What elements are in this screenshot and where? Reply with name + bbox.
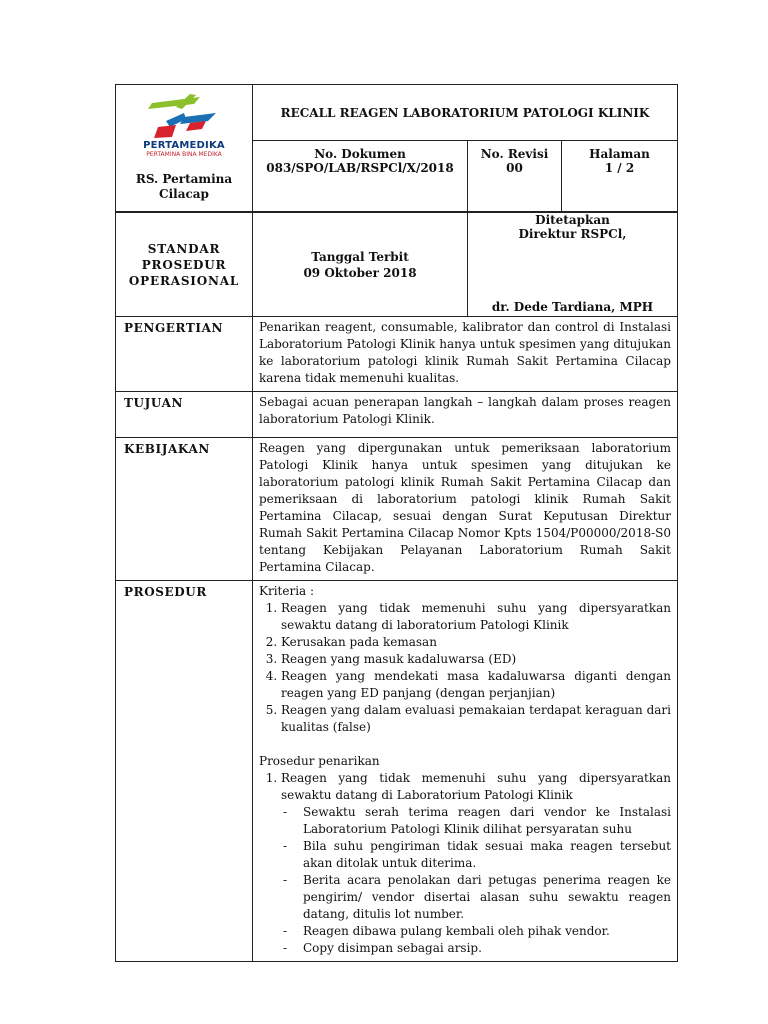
hospital-name: RS. Pertamina Cilacap: [135, 171, 233, 201]
kriteria-item: 4. Reagen yang mendekati masa kadaluwarsa diganti dengan reagen yang ED panjang (dengan perjanjian): [281, 668, 671, 702]
pengertian-label: PENGERTIAN: [116, 317, 253, 392]
kriteria-item: 2. Kerusakan pada kemasan: [281, 634, 671, 651]
kriteria-item: 3. Reagen yang masuk kadaluwarsa (ED): [281, 651, 671, 668]
no-revisi-label: No. Revisi: [480, 147, 549, 161]
kriteria-item: 1. Reagen yang tidak memenuhi suhu yang dipersyaratkan sewaktu datang di laboratorium Patologi Klinik: [281, 600, 671, 634]
spacer: [259, 736, 671, 753]
kebijakan-text: Reagen yang dipergunakan untuk pemeriksaan laboratorium Patologi Klinik hanya untuk spesimen yang ditujukan ke laboratorium patologi klinik Rumah Sakit Pertamina Cilacap dan pemeriksaan di laboratorium patologi klinik Rumah Sakit Pertamina Cilacap, sesuai dengan Surat Keputusan Direktur Rumah Sakit Pertamina Cilacap Nomor Kpts 1504/P00000/2018-S0 tentang Kebijakan Pelayanan Laboratorium Rumah Sakit Pertamina Cilacap.: [253, 438, 678, 581]
penarikan-sub-item: - Sewaktu serah terima reagen dari vendor ke Instalasi Laboratorium Patologi Klinik dilihat persyaratan suhu: [281, 804, 671, 838]
sop-line-3: OPERASIONAL: [128, 273, 240, 288]
tanggal-terbit-label: Tanggal Terbit: [311, 249, 409, 264]
document-title: RECALL REAGEN LABORATORIUM PATOLOGI KLINIK: [253, 85, 678, 141]
sop-line-1: STANDAR: [147, 241, 221, 256]
kriteria-list: [259, 600, 671, 736]
logo-cell: [116, 85, 253, 212]
no-dokumen-label: No. Dokumen: [314, 147, 406, 161]
content-table: [115, 212, 678, 962]
kriteria-item: 5. Reagen yang dalam evaluasi pemakaian terdapat keraguan dari kualitas (false): [281, 702, 671, 736]
prosedur-label: PROSEDUR: [116, 581, 253, 962]
penarikan-item-text: Reagen yang tidak memenuhi suhu yang dipersyaratkan sewaktu datang di Laboratorium Patologi Klinik: [281, 771, 671, 802]
header-table: [115, 84, 678, 212]
no-revisi-cell: [468, 141, 562, 212]
penarikan-sub-list: [259, 804, 671, 957]
kriteria-title: Kriteria :: [259, 584, 315, 598]
halaman-label: Halaman: [589, 147, 650, 161]
penarikan-sub-item: - Berita acara penolakan dari petugas penerima reagen ke pengirim/ vendor disertai alasan suhu sewaktu reagen datang, ditulis lot number.: [281, 872, 671, 923]
tujuan-label: TUJUAN: [116, 392, 253, 438]
pengertian-text: Penarikan reagent, consumable, kalibrator dan control di Instalasi Laboratorium Patologi Klinik hanya untuk spesimen yang ditujukan ke laboratorium patologi klinik Rumah Sakit Pertamina Cilacap karena tidak memenuhi kualitas.: [253, 317, 678, 392]
logo-tagline: PERTAMINA BINA MEDIKA: [146, 150, 222, 158]
ditetapkan-cell: [468, 213, 678, 317]
halaman-value: 1 / 2: [604, 161, 635, 175]
penarikan-sub-item: - Reagen dibawa pulang kembali oleh pihak vendor.: [281, 923, 671, 940]
halaman-cell: [562, 141, 678, 212]
signatory-name: dr. Dede Tardiana, MPH: [491, 300, 654, 314]
penarikan-title: Prosedur penarikan: [259, 754, 380, 768]
kebijakan-label: KEBIJAKAN: [116, 438, 253, 581]
penarikan-item: [281, 770, 671, 957]
tanggal-terbit-value: 09 Oktober 2018: [303, 265, 417, 280]
sop-line-2: PROSEDUR: [141, 257, 227, 272]
tujuan-text: Sebagai acuan penerapan langkah – langkah dalam proses reagen laboratorium Patologi Klinik.: [253, 392, 678, 438]
no-revisi-value: 00: [506, 161, 523, 175]
direktur-title: Direktur RSPCl,: [518, 227, 627, 241]
penarikan-list: [259, 770, 671, 957]
ditetapkan-label: Ditetapkan: [535, 213, 610, 227]
no-dokumen-value: 083/SPO/LAB/RSPCl/X/2018: [266, 161, 454, 175]
sop-label-cell: [116, 213, 253, 317]
penarikan-sub-item: - Bila suhu pengiriman tidak sesuai maka reagen tersebut akan ditolak untuk diterima.: [281, 838, 671, 872]
tanggal-terbit-cell: [253, 213, 468, 317]
penarikan-sub-item: - Copy disimpan sebagai arsip.: [281, 940, 671, 957]
pertamedika-logo-icon: [146, 93, 222, 139]
prosedur-content: [253, 581, 678, 962]
no-dokumen-cell: [253, 141, 468, 212]
logo-name: PERTAMEDIKA: [143, 139, 225, 151]
